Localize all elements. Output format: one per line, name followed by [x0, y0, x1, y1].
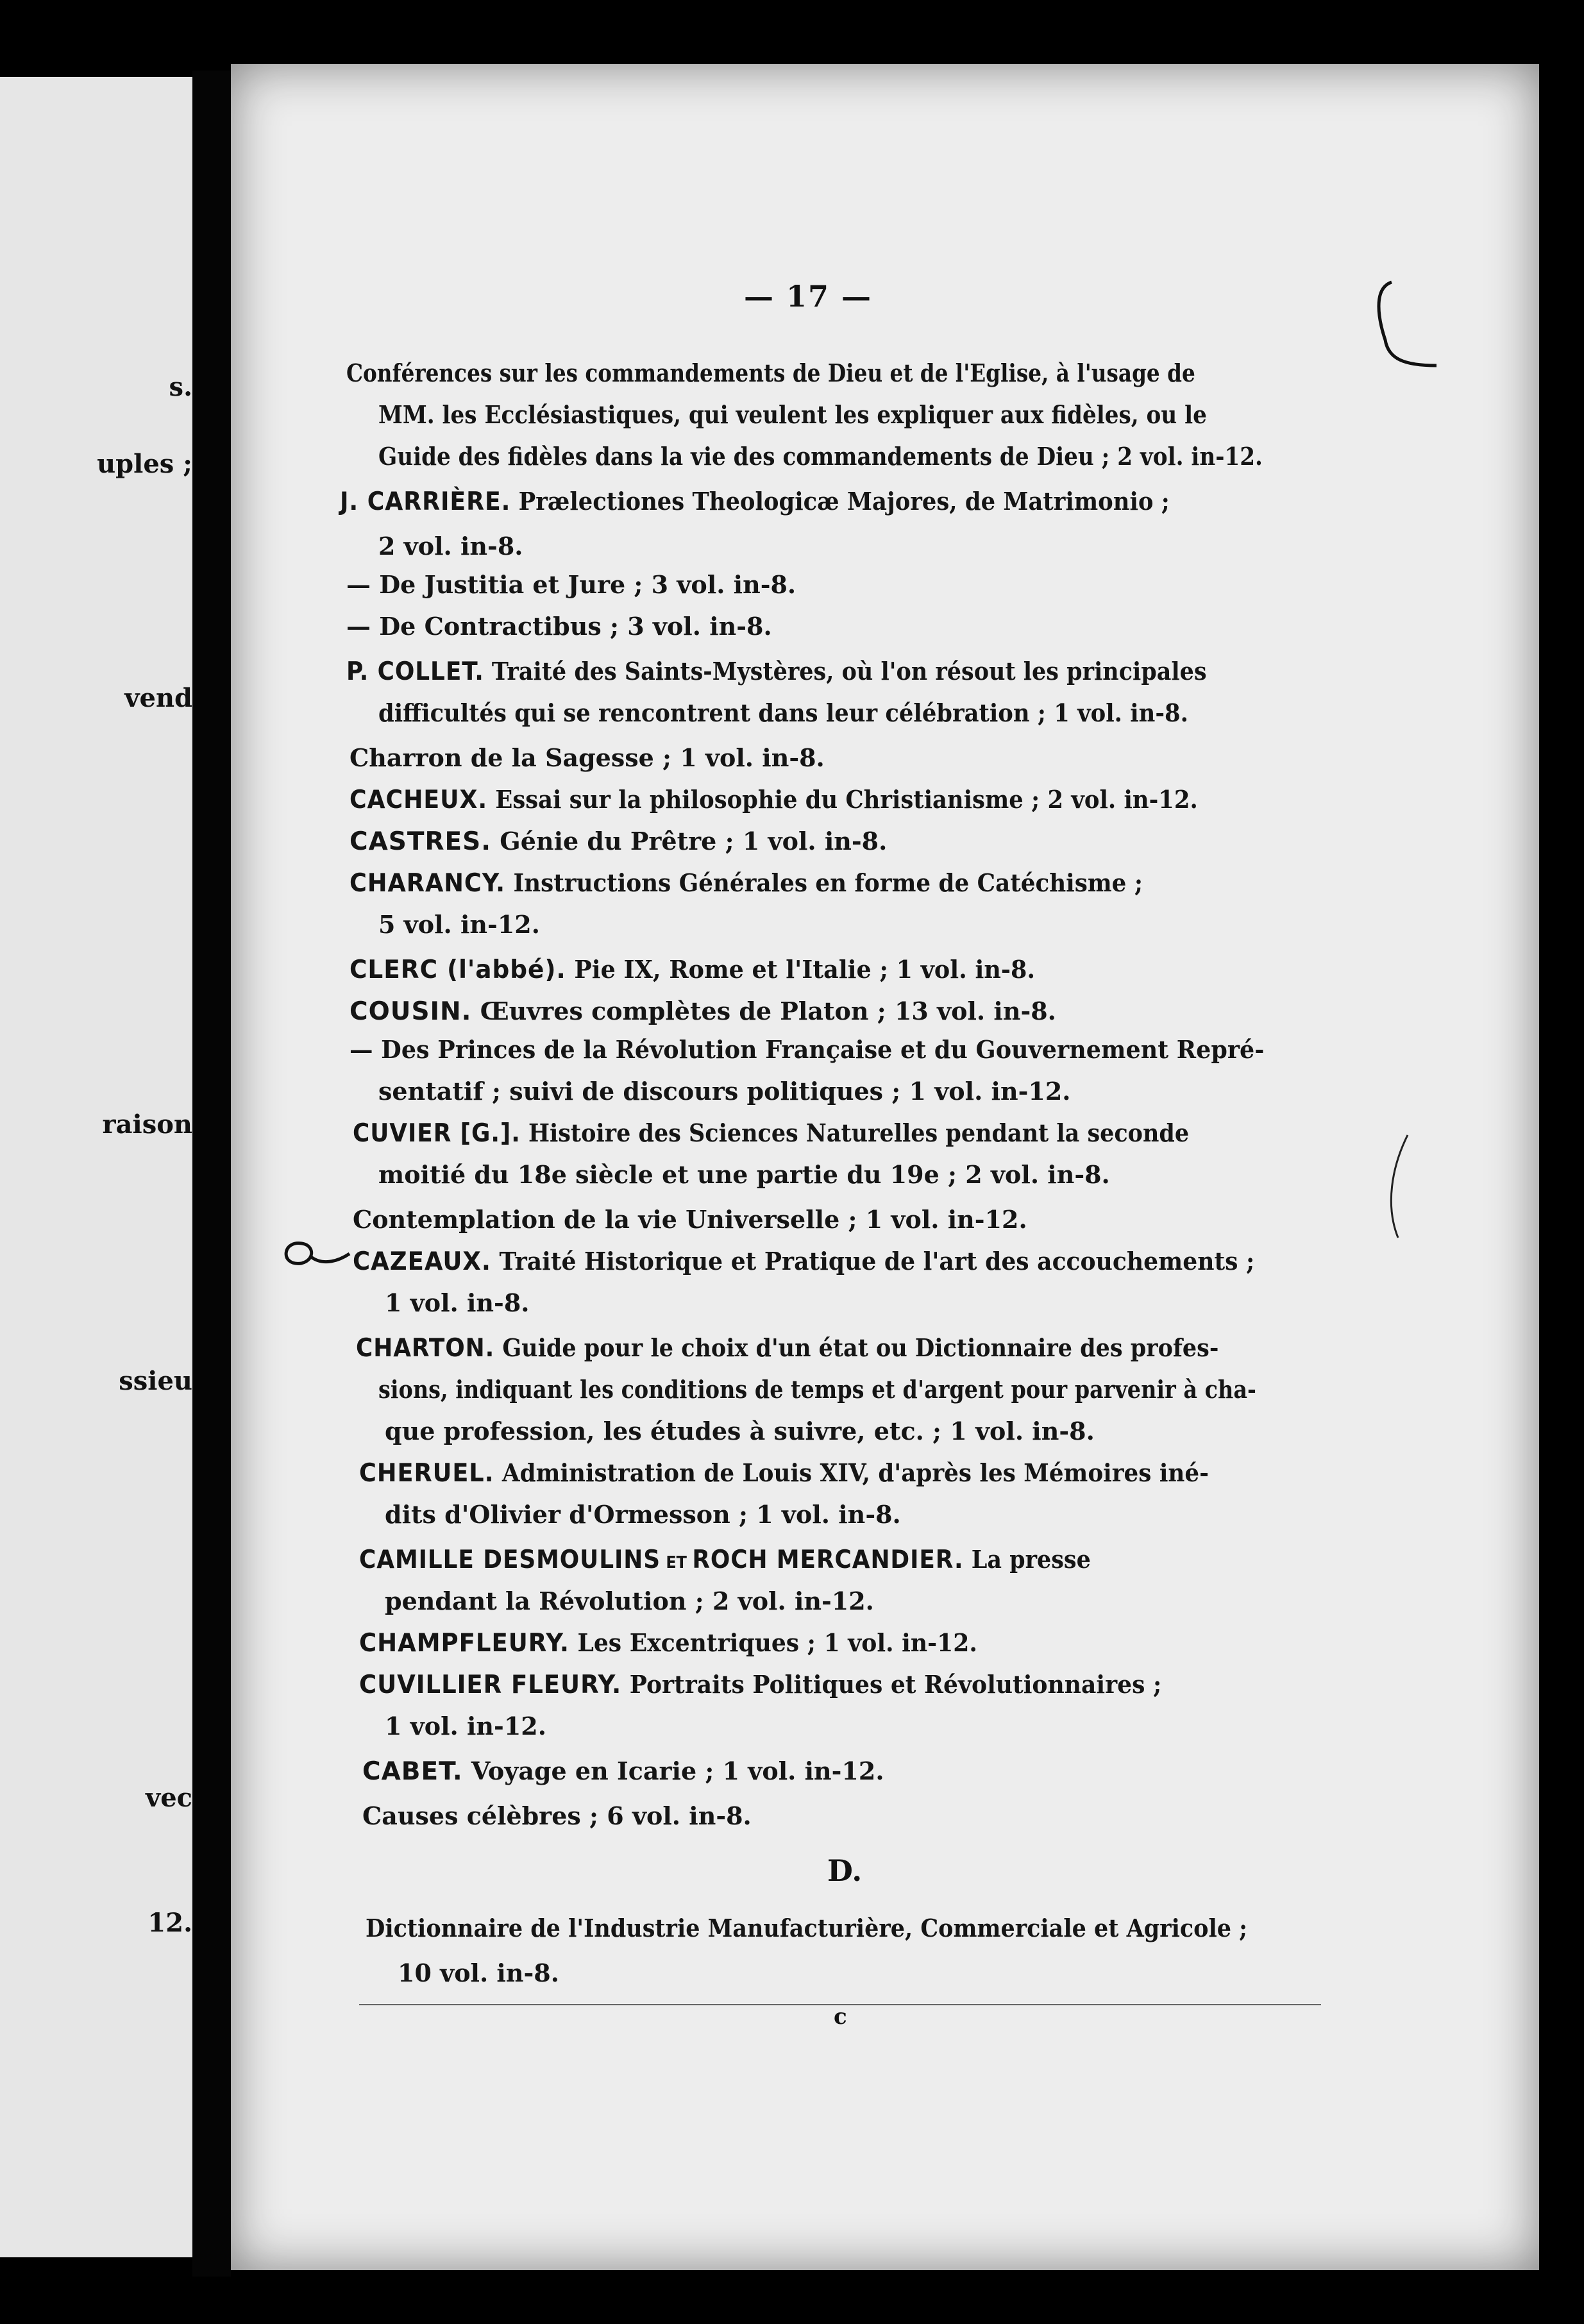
entry-text: 2 vol. in-8. [378, 532, 523, 560]
author-name: CUVIER [G.]. [353, 1119, 521, 1148]
entry-text: Pie IX, Rome et l'Italie ; 1 vol. in-8. [566, 955, 1036, 984]
entries-line [350, 956, 1035, 984]
entries-line [378, 1077, 1071, 1106]
entry-text: Essai sur la philosophie du Christianisme ; 2 vol. in-12. [487, 785, 1198, 814]
entry-text: Prælectiones Theologicæ Majores, de Matrimonio ; [510, 487, 1170, 516]
entry-text: Les Excentriques ; 1 vol. in-12. [569, 1628, 977, 1657]
entries-line [359, 1629, 977, 1658]
entries-line [350, 869, 1143, 898]
author-name: CLERC (l'abbé). [350, 956, 566, 984]
entry-text: Causes célèbres ; 6 vol. in-8. [362, 1801, 752, 1830]
entry-text: Voyage en Icarie ; 1 vol. in-12. [462, 1756, 884, 1785]
entry-text: Contemplation de la vie Universelle ; 1 vol. in-12. [353, 1205, 1027, 1234]
entries-line [385, 1417, 1095, 1445]
entry-text: Génie du Prêtre ; 1 vol. in-8. [491, 827, 888, 855]
entry-text: — De Justitia et Jure ; 3 vol. in-8. [346, 570, 796, 599]
left-page-fragment: ssieu [119, 1366, 192, 1396]
entry-text: Histoire des Sciences Naturelles pendant la seconde [520, 1118, 1190, 1147]
margin-line-icon [1379, 1129, 1417, 1244]
entry-text: moitié du 18e siècle et une partie du 19e ; 2 vol. in-8. [378, 1160, 1110, 1189]
entries-line [350, 1036, 1264, 1064]
signature-mark: c [834, 2004, 847, 2030]
entries-line [378, 532, 523, 560]
entry-text: MM. les Ecclésiastiques, qui veulent les expliquer aux fidèles, ou le [378, 400, 1207, 429]
entry-text: que profession, les études à suivre, etc. ; 1 vol. in-8. [385, 1417, 1095, 1445]
author-name: CAZEAUX. [353, 1247, 491, 1276]
entry-text: 10 vol. in-8. [398, 1958, 559, 1987]
left-page-fragment: vec [145, 1783, 192, 1813]
left-page-fragment: s. [169, 372, 192, 402]
author-name: CAMILLE DESMOULINS [359, 1545, 661, 1574]
entry-text: dits d'Olivier d'Ormesson ; 1 vol. in-8. [385, 1500, 901, 1529]
entries-line [359, 1671, 1161, 1699]
section_entries-line [398, 1959, 559, 1987]
entry-text: 1 vol. in-8. [385, 1288, 530, 1317]
entries-line [350, 997, 1056, 1026]
entry-text: difficultés qui se rencontrent dans leur célébration ; 1 vol. in-8. [378, 698, 1188, 727]
entries-line [378, 442, 1263, 471]
author-name: CHAMPFLEURY. [359, 1629, 569, 1658]
entry-text: Instructions Générales en forme de Catéchisme ; [505, 868, 1143, 897]
author-name: P. COLLET. [346, 657, 484, 686]
author-name: CACHEUX. [350, 786, 488, 814]
entry-text: Charron de la Sagesse ; 1 vol. in-8. [350, 743, 825, 772]
author-name: COUSIN. [350, 997, 472, 1026]
entry-text: Œuvres complètes de Platon ; 13 vol. in-8. [471, 997, 1056, 1025]
author-name: CABET. [362, 1757, 463, 1786]
gutter [192, 71, 231, 2277]
section_entries-line [366, 1914, 1247, 1942]
author-name: CHERUEL. [359, 1459, 494, 1488]
entries-line [362, 1802, 752, 1830]
left-page-fragment: vend [124, 683, 192, 713]
entries-line [385, 1587, 874, 1615]
entries-line [378, 1376, 1256, 1404]
entry-text: 5 vol. in-12. [378, 910, 540, 939]
entries-line [378, 401, 1207, 429]
entries-line [385, 1712, 546, 1740]
section-letter: D. [827, 1853, 863, 1888]
entries-line [346, 657, 1207, 686]
entries-line [353, 1206, 1027, 1234]
entries-line [385, 1501, 901, 1529]
entry-text: Dictionnaire de l'Industrie Manufacturière, Commerciale et Agricole ; [366, 1914, 1248, 1942]
entries-line [346, 571, 796, 599]
entry-text: Traité des Saints-Mystères, où l'on résout les principales [484, 657, 1207, 686]
entry-text: — De Contractibus ; 3 vol. in-8. [346, 612, 772, 641]
entries-line [340, 487, 1170, 516]
entries-line [353, 1247, 1254, 1276]
left-page-fragment: uples ; [97, 449, 192, 479]
author-name: CUVILLIER FLEURY. [359, 1671, 622, 1699]
author-name: CHARANCY. [350, 869, 506, 898]
entries-line [385, 1289, 530, 1317]
entries-line [356, 1334, 1218, 1363]
entry-text: Portraits Politiques et Révolutionnaires ; [621, 1670, 1162, 1699]
entry-text: sentatif ; suivi de discours politiques ; 1 vol. in-12. [378, 1077, 1071, 1106]
author-name: CHARTON. [356, 1334, 495, 1363]
bracket-annotation-icon [1366, 269, 1456, 398]
entries-line [359, 1459, 1209, 1488]
page-number: — 17 — [744, 279, 873, 314]
entry-text: 1 vol. in-12. [385, 1712, 546, 1740]
entry-text: La presse [963, 1545, 1091, 1574]
entry-text: Guide des fidèles dans la vie des commandements de Dieu ; 2 vol. in-12. [378, 442, 1263, 471]
author-name: J. CARRIÈRE. [340, 487, 511, 516]
entry-text: Conférences sur les commandements de Dieu et de l'Eglise, à l'usage de [346, 358, 1195, 387]
entries-line [346, 359, 1195, 387]
entry-text: Guide pour le choix d'un état ou Dictionnaire des profes- [494, 1333, 1219, 1362]
entry-text: pendant la Révolution ; 2 vol. in-12. [385, 1587, 874, 1615]
entries-line [353, 1119, 1189, 1148]
entry-text: ET [661, 1553, 693, 1572]
author-name: ROCH MERCANDIER. [692, 1545, 964, 1574]
entry-text: Administration de Louis XIV, d'après les Mémoires iné- [494, 1458, 1209, 1487]
entry-text: — Des Princes de la Révolution Française et du Gouvernement Repré- [350, 1035, 1265, 1064]
entries-line [350, 744, 825, 772]
left-page-fragment: 12. [147, 1908, 192, 1938]
entries-line [350, 827, 887, 856]
entry-text: sions, indiquant les conditions de temps et d'argent pour parvenir à cha- [378, 1375, 1256, 1404]
entries-line [350, 786, 1198, 814]
handwritten-mark-icon [276, 1234, 353, 1273]
author-name: CASTRES. [350, 827, 492, 856]
entries-line [359, 1545, 1091, 1577]
entry-text: Traité Historique et Pratique de l'art des accouchements ; [491, 1247, 1255, 1276]
left-page-fragment: raison [102, 1109, 192, 1140]
entries-line [346, 612, 772, 641]
entries-line [378, 911, 540, 939]
entries-line [362, 1757, 884, 1786]
entries-line [378, 1161, 1110, 1189]
entries-line [378, 699, 1188, 727]
